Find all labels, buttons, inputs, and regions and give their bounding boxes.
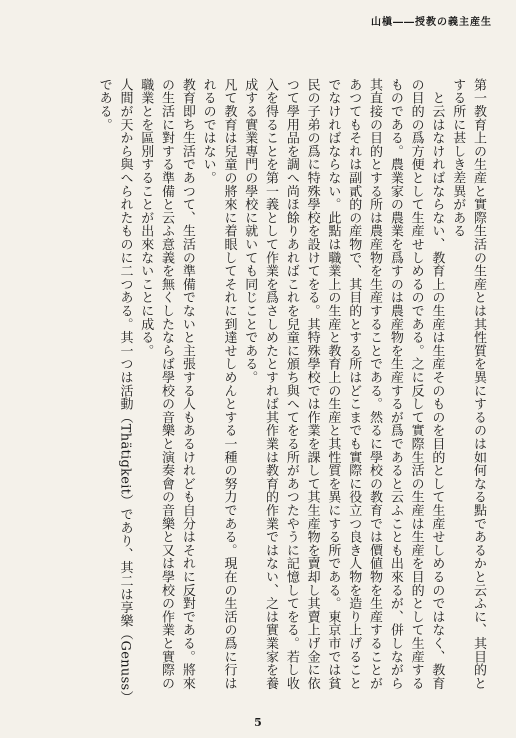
page-number: 5 bbox=[254, 716, 262, 729]
paragraph: 凡て教育は兒童の將來に着眼してそれに到達せしめんとする一種の努力である。現在の生活の爲に行はれるのではない。 bbox=[200, 78, 237, 690]
paragraph: 教育即ち生活であつて、生活の準備でないと主張する人もあるけれども自分はそれに反對である。將來の生活に對する準備と云ふ意義を無くしたならば學校の音樂と演奏會の音樂と又は學校の作業と實際の職業とを區別することが出來ないことに成る。 bbox=[138, 78, 195, 690]
vertical-text-body bbox=[16, 78, 488, 698]
paragraph: 第一教育上の生産と實際生活の生産とは其性質を異にするのは如何なる點であるかと云ふに、其目的とする所に甚しき差異がある bbox=[450, 78, 486, 690]
paragraph: と云はなければならない、教育上の生産は生産そのものを目的として生産せしめるのではなく、教育の目的の爲方便として生産せしめるのである。之に反して實際生活の生産は生産を目的として生産するものである。農業家の農業を爲すのは農産物を生産するが爲であると云ふことも出來るが、併しながら其直接の目的とする所は農産物を生産することである。然るに學校の教育では價値物を生産することがあつてもそれは副貳的の産物で、其目的とする所はどこまでも實際に役立つ良き人物を造り上げることでなければならない。此點は職業上の生産と教育上の生産と其性質を異にする所である。東京市では貧民の子弟の爲に特殊學校を設けてをる。其特殊學校では作業を課して其生産物を賣却し其賣上げ金に依つて學用品を調へ尚ほ餘りあればこれを兒童に頒ち與へてをる所があつたやうに記憶してをる。若し收入を得ることを第一義として作業を爲さしめたとすれば其作業は教育的作業ではない、之は實業家を養成する實業專門の學校に就いても同じことである。 bbox=[242, 78, 445, 690]
running-header: 生産主義の教授――槇山 bbox=[371, 17, 492, 28]
paragraph: 人間が天から與へられたものに二つある。其一つは活動（Thätigkeit）であり、其二は享樂（Genuss）である。 bbox=[96, 78, 133, 698]
